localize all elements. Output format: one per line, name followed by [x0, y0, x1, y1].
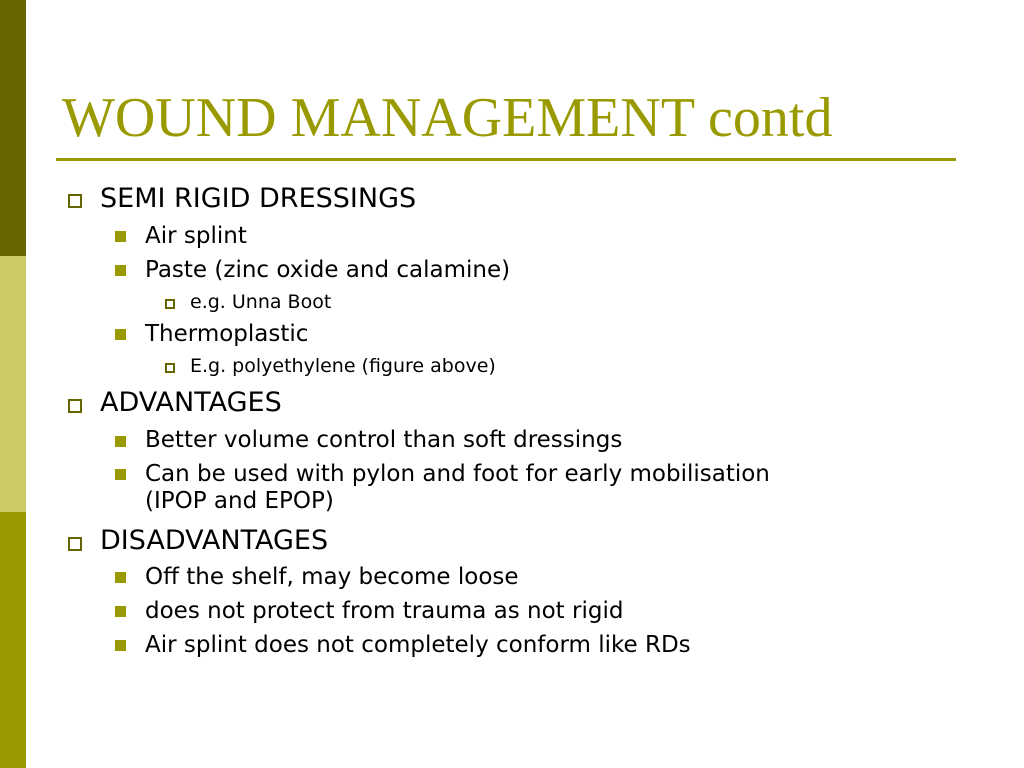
sub-list-item: E.g. polyethylene (figure above)	[190, 355, 496, 377]
sub-list-item: e.g. Unna Boot	[190, 291, 332, 313]
list-item-continuation: (IPOP and EPOP)	[145, 488, 334, 514]
hollow-square-icon	[165, 363, 175, 373]
solid-square-icon	[115, 640, 126, 651]
section-heading-advantages: ADVANTAGES	[100, 387, 282, 418]
list-item: Better volume control than soft dressings	[145, 427, 623, 453]
solid-square-icon	[115, 329, 126, 340]
list-item: does not protect from trauma as not rigid	[145, 598, 624, 624]
hollow-square-icon	[68, 537, 82, 551]
hollow-square-icon	[68, 194, 82, 208]
section-heading-disadvantages: DISADVANTAGES	[100, 525, 329, 556]
solid-square-icon	[115, 231, 126, 242]
list-item: Air splint does not completely conform like RDs	[145, 632, 691, 658]
hollow-square-icon	[68, 399, 82, 413]
list-item: Off the shelf, may become loose	[145, 564, 519, 590]
section-heading-semi-rigid: SEMI RIGID DRESSINGS	[100, 183, 417, 214]
list-item: Thermoplastic	[145, 321, 309, 347]
slide-title: WOUND MANAGEMENT contd	[62, 87, 833, 149]
solid-square-icon	[115, 606, 126, 617]
list-item: Air splint	[145, 223, 247, 249]
list-item: Paste (zinc oxide and calamine)	[145, 257, 511, 283]
solid-square-icon	[115, 572, 126, 583]
solid-square-icon	[115, 265, 126, 276]
solid-square-icon	[115, 469, 126, 480]
solid-square-icon	[115, 436, 126, 447]
list-item: Can be used with pylon and foot for early mobilisation	[145, 461, 770, 487]
hollow-square-icon	[165, 299, 175, 309]
